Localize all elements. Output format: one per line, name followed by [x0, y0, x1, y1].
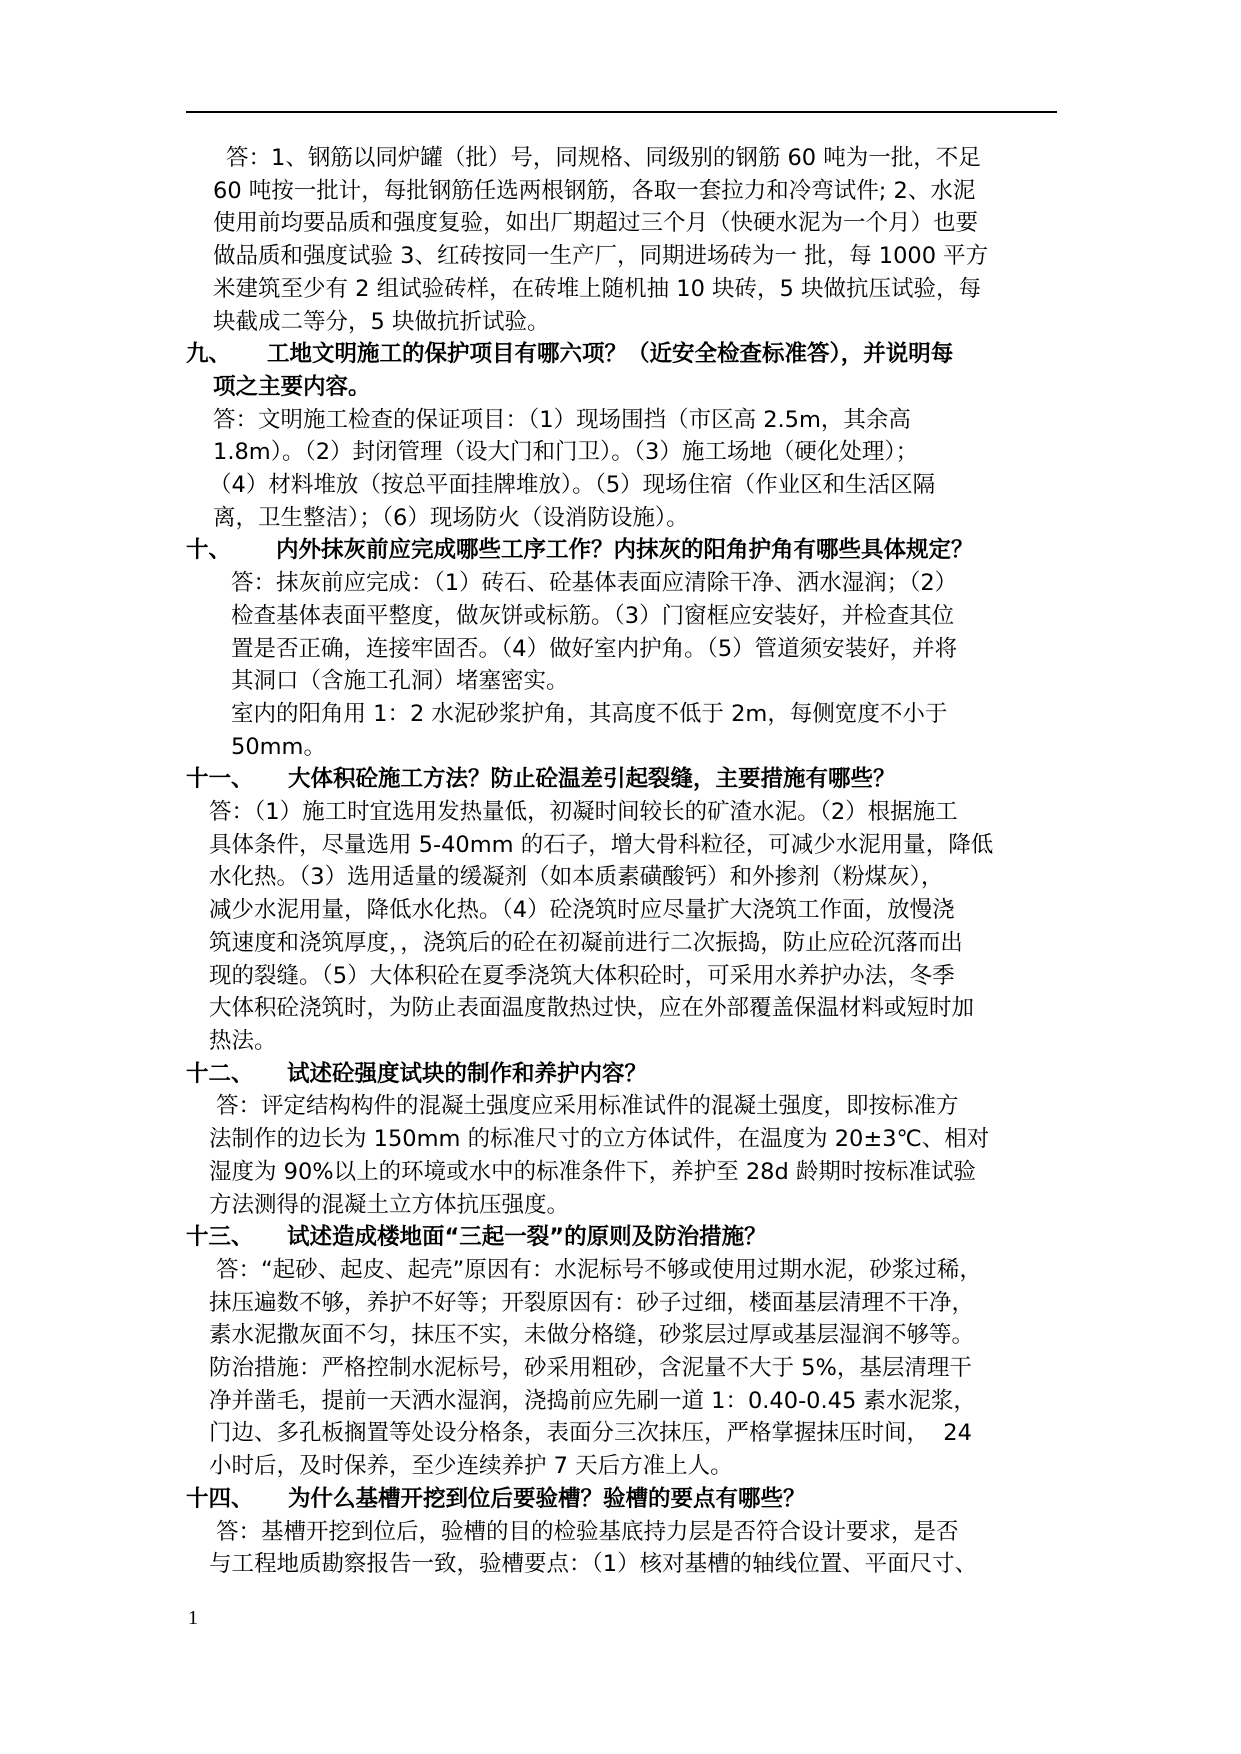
answer-line: 室内的阳角用 1：2 水泥砂浆护角，其高度不低于 2m，每侧宽度不小于	[231, 700, 948, 727]
question-number: 十、	[186, 537, 232, 564]
answer-line: 答：抹灰前应完成：（1）砖石、砼基体表面应清除干净、洒水湿润；（2）	[231, 570, 958, 597]
answer-line: 离，卫生整洁）；（6）现场防火（设消防设施）。	[213, 504, 689, 531]
question-text: 内外抹灰前应完成哪些工序工作？内抹灰的阳角护角有哪些具体规定？	[276, 537, 974, 564]
question-number: 九、	[186, 341, 232, 368]
question-text: 大体积砼施工方法？防止砼温差引起裂缝，主要措施有哪些？	[288, 766, 896, 793]
answer-line: 50mm。	[231, 733, 326, 760]
answer-line: 门边、多孔板搁置等处设分格条，表面分三次抹压，严格掌握抹压时间， 24	[209, 1420, 972, 1447]
answer-13	[0, 1254, 1241, 1483]
answer-8	[0, 142, 1241, 338]
answer-line: 抹压遍数不够，养护不好等；开裂原因有：砂子过细，楼面基层清理不干净，	[209, 1289, 975, 1316]
answer-line: （4）材料堆放（按总平面挂牌堆放）。（5）现场住宿（作业区和生活区隔	[209, 472, 936, 499]
answer-10	[0, 567, 1241, 763]
answer-line: 小时后，及时保养，至少连续养护 7 天后方准上人。	[209, 1453, 733, 1480]
answer-line: 净并凿毛，提前一天洒水湿润，浇捣前应先刷一道 1：0.40-0.45 素水泥浆，	[209, 1387, 976, 1414]
answer-line: 1.8m）。（2）封闭管理（设大门和门卫）。（3）施工场地（硬化处理）；	[213, 439, 919, 466]
answer-line: 素水泥撒灰面不匀，抹压不实，未做分格缝，砂浆层过厚或基层湿润不够等。	[209, 1322, 975, 1349]
answer-line: 置是否正确，连接牢固否。（4）做好室内护角。（5）管道须安装好，并将	[231, 635, 958, 662]
answer-11	[0, 796, 1241, 1058]
answer-line: 使用前均要品质和强度复验，如出厂期超过三个月（快硬水泥为一个月）也要	[213, 210, 979, 237]
question-10-heading	[0, 534, 1241, 567]
page-number: 1	[188, 1607, 198, 1629]
question-text: 工地文明施工的保护项目有哪六项？（近安全检查标准答），并说明每	[267, 341, 954, 368]
answer-line: 减少水泥用量，降低水化热。（4）砼浇筑时应尽量扩大浇筑工作面，放慢浇	[209, 897, 955, 924]
question-11-heading	[0, 763, 1241, 796]
answer-line: 湿度为 90%以上的环境或水中的标准条件下，养护至 28d 龄期时按标准试验	[209, 1158, 976, 1185]
answer-line: 米建筑至少有 2 组试验砖样，在砖堆上随机抽 10 块砖，5 块做抗压试验，每	[213, 275, 982, 302]
answer-line: 答：评定结构构件的混凝土强度应采用标准试件的混凝土强度，即按标准方	[216, 1093, 959, 1120]
answer-line: 块截成二等分，5 块做抗折试验。	[213, 308, 550, 335]
question-number: 十一、	[186, 766, 254, 793]
answer-line: 防治措施：严格控制水泥标号，砂采用粗砂，含泥量不大于 5%，基层清理干	[209, 1355, 972, 1382]
question-number: 十二、	[186, 1060, 254, 1087]
question-12-heading	[0, 1058, 1241, 1091]
document-body	[0, 142, 1241, 1581]
question-number: 十四、	[186, 1485, 254, 1512]
answer-line: 水化热。（3）选用适量的缓凝剂（如本质素磺酸钙）和外掺剂（粉煤灰），	[209, 864, 944, 891]
answer-line: 检查基体表面平整度，做灰饼或标筋。（3）门窗框应安装好，并检查其位	[231, 602, 955, 629]
answer-line: 大体积砼浇筑时，为防止表面温度散热过快，应在外部覆盖保温材料或短时加	[209, 995, 975, 1022]
question-text: 试述砼强度试块的制作和养护内容？	[287, 1060, 648, 1087]
question-number: 十三、	[186, 1224, 254, 1251]
answer-line: 答：“起砂、起皮、起壳”原因有：水泥标号不够或使用过期水泥，砂浆过稀，	[216, 1256, 982, 1283]
question-13-heading	[0, 1221, 1241, 1254]
question-text: 试述造成楼地面“三起一裂”的原则及防治措施？	[287, 1224, 767, 1251]
answer-line: 热法。	[209, 1027, 277, 1054]
answer-12	[0, 1090, 1241, 1221]
answer-line: 具体条件，尽量选用 5-40mm 的石子，增大骨科粒径，可减少水泥用量，降低	[209, 831, 994, 858]
answer-line: 现的裂缝。（5）大体积砼在夏季浇筑大体积砼时，可采用水养护办法，冬季	[209, 962, 955, 989]
answer-line: 60 吨按一批计，每批钢筋任选两根钢筋，各取一套拉力和冷弯试件; 2、水泥	[213, 177, 976, 204]
question-text-continued: 项之主要内容。	[213, 373, 371, 400]
answer-line: 做品质和强度试验 3、红砖按同一生产厂，同期进场砖为一 批，每 1000 平方	[213, 243, 989, 270]
question-9-heading	[0, 338, 1241, 371]
answer-line: 法制作的边长为 150mm 的标准尺寸的立方体试件，在温度为 20±3℃、相对	[209, 1126, 990, 1153]
answer-9	[0, 404, 1241, 535]
answer-line: 其洞口（含施工孔洞）堵塞密实。	[231, 668, 569, 695]
answer-line: 答：文明施工检查的保证项目：（1）现场围挡（市区高 2.5m，其余高	[213, 406, 911, 433]
answer-line: 答：基槽开挖到位后，验槽的目的检验基底持力层是否符合设计要求，是否	[216, 1518, 959, 1545]
answer-line: 筑速度和浇筑厚度，，浇筑后的砼在初凝前进行二次振捣，防止应砼沉落而出	[209, 929, 963, 956]
question-text: 为什么基槽开挖到位后要验槽？验槽的要点有哪些？	[288, 1485, 806, 1512]
header-rule	[186, 111, 1057, 113]
answer-line: 与工程地质勘察报告一致，验槽要点：（1）核对基槽的轴线位置、平面尺寸、	[209, 1551, 978, 1578]
answer-line: 方法测得的混凝土立方体抗压强度。	[209, 1191, 570, 1218]
answer-14	[0, 1516, 1241, 1581]
question-14-heading	[0, 1483, 1241, 1516]
answer-line: 答：（1）施工时宜选用发热量低，初凝时间较长的矿渣水泥。（2）根据施工	[209, 799, 958, 826]
answer-line: 答：1、钢筋以同炉罐（批）号，同规格、同级别的钢筋 60 吨为一批，不足	[226, 145, 981, 171]
